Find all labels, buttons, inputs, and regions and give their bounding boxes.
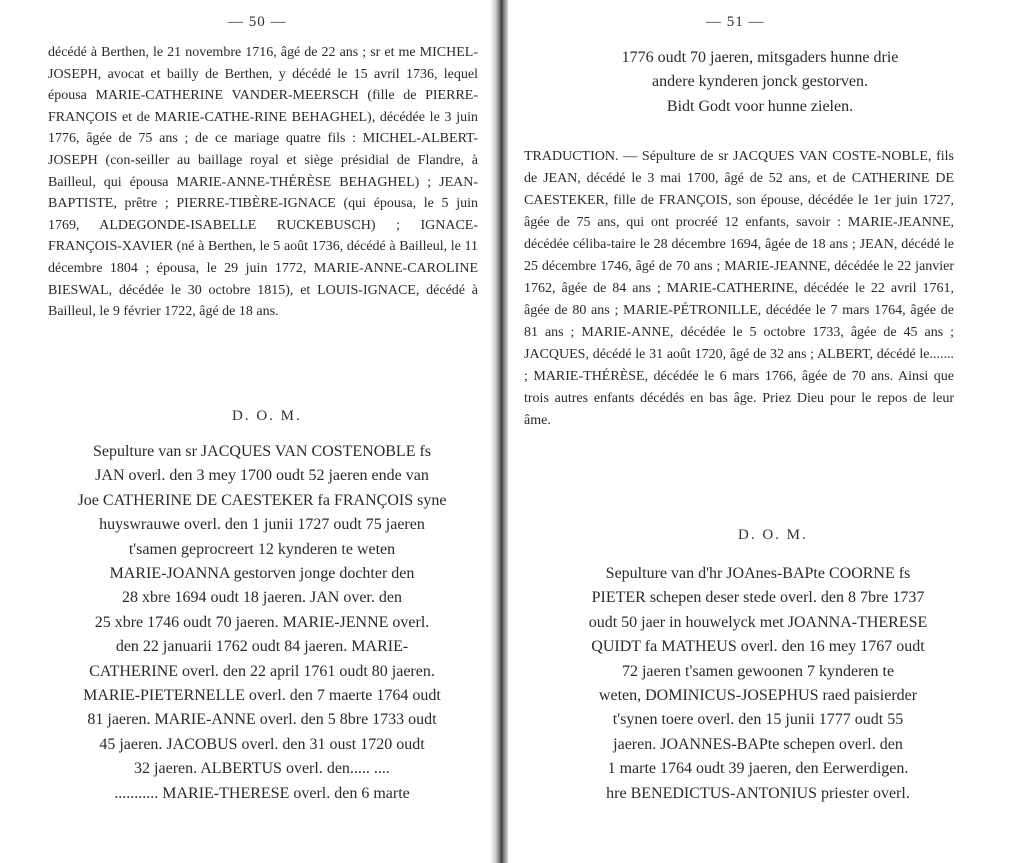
epitaph-line: MARIE-PIETERNELLE overl. den 7 maerte 1764 oudt [83, 687, 441, 705]
right-page [508, 0, 1024, 863]
epitaph-line: Bidt Godt voor hunne zielen. [666, 97, 854, 115]
epitaph-line: 1 marte 1764 oudt 39 jaeren, den Eerwerdigen. [607, 760, 909, 778]
epitaph-line: t'samen geprocreert 12 kynderen te weten [128, 540, 396, 558]
epitaph-line: 32 jaeren. ALBERTUS overl. den..... .... [134, 760, 390, 778]
epitaph-line: MARIE-JOANNA gestorven jonge dochter den [109, 565, 415, 583]
epitaph-line: 45 jaeren. JACOBUS overl. den 31 oust 1720 oudt [99, 735, 425, 753]
epitaph-line: oudt 50 jaer in houwelyck met JOANNA-THERESE [588, 613, 928, 631]
epitaph-line: den 22 januarii 1762 oudt 84 jaeren. MARIE- [115, 638, 409, 656]
epitaph-costenoble [42, 440, 482, 806]
epitaph-line: Joe CATHERINE DE CAESTEKER fa FRANÇOIS syne [77, 491, 447, 509]
epitaph-line: t'synen toere overl. den 15 junii 1777 oudt 55 [612, 711, 904, 729]
epitaph-line: huyswrauwe overl. den 1 junii 1727 oudt 75 jaeren [99, 516, 425, 534]
translation-paragraph: TRADUCTION. — Sépulture de sr JACQUES VAN COSTE-NOBLE, fils de JEAN, décédé le 3 mai 1700, âgé de 52 ans, et de CATHERINE DE CAESTEKER, fille de FRANÇOIS, son épouse, décédée le 1er juin 1727, âgée de 75 ans, qui ont procréé 12 enfants, savoir : MARIE-JEANNE, décédée céliba-taire le 28 décembre 1694, âgée de 18 ans ; JEAN, décédé le 25 décembre 1746, âgé de 70 ans ; MARIE-JEANNE, décédée le 22 janvier 1762, âgée de 84 ans ; MARIE-CATHERINE, décédée le 22 avril 1761, âgée de 80 ans ; MARIE-PÉTRONILLE, décédée le 7 mars 1764, âgée de 81 ans ; MARIE-ANNE, décédée le 5 octobre 1733, âgée de 45 ans ; JACQUES, décédé le 31 août 1720, âgé de 32 ans ; ALBERT, décédé le....... ; MARIE-THÉRÈSE, décédée le 6 mars 1766, âgée de 70 ans. Ainsi que trois autres enfants décédés en bas âge. Priez Dieu pour le repos de leur âme. [524, 149, 954, 428]
genealogy-paragraph: décédé à Berthen, le 21 novembre 1716, âgé de 22 ans ; sr et me MICHEL-JOSEPH, avocat et bailly de Berthen, y décédé le 15 avril 1736, lequel épousa MARIE-CATHERINE VANDER-MEERSCH (fille de PIERRE-FRANÇOIS et de MARIE-CATHE-RINE BEHAGHEL), décédée le 3 juin 1776, âgée de 75 ans ; de ce mariage quatre fils : MICHEL-ALBERT-JOSEPH (con-seiller au baillage royal et siège présidial de Flandre, à Bailleul, qui épousa MARIE-ANNE-THÉRÈSE BEHAGHEL) ; JEAN-BAPTISTE, prêtre ; PIERRE-TIBÈRE-IGNACE (qui épousa, le 5 juin 1769, ALDEGONDE-ISABELLE RUCKEBUSCH) ; IGNACE-FRANÇOIS-XAVIER (né à Berthen, le 5 août 1736, décédé à Bailleul, le 11 décembre 1804 ; épousa, le 29 juin 1772, MARIE-ANNE-CAROLINE BIESWAL, décédée le 30 octobre 1815), et LOUIS-IGNACE, décédé à Bailleul, le 9 février 1722, âgé de 18 ans. [48, 45, 478, 320]
epitaph-line: ........... MARIE-THERESE overl. den 6 marte [114, 784, 410, 802]
epitaph-line: 72 jaeren t'samen gewoonen 7 kynderen te [621, 662, 895, 680]
epitaph-line: jaeren. JOANNES-BAPte schepen overl. den [613, 735, 903, 753]
dom-heading-right: D. O. M. [738, 527, 808, 543]
epitaph-continuation [550, 46, 970, 119]
epitaph-line: Sepulture van sr JACQUES VAN COSTENOBLE fs [92, 443, 432, 460]
epitaph-coorne [508, 562, 1008, 806]
epitaph-line: PIETER schepen deser stede overl. den 8 7bre 1737 [591, 589, 925, 607]
epitaph-line: 81 jaeren. MARIE-ANNE overl. den 5 8bre 1733 oudt [87, 711, 437, 729]
epitaph-line: 1776 oudt 70 jaeren, mitsgaders hunne drie [621, 49, 899, 66]
epitaph-line: 25 xbre 1746 oudt 70 jaeren. MARIE-JENNE overl. [94, 613, 430, 631]
page-number-left: — 50 — [228, 14, 287, 30]
epitaph-line: andere kynderen jonck gestorven. [652, 73, 868, 91]
epitaph-line: QUIDT fa MATHEUS overl. den 16 mey 1767 oudt [591, 638, 925, 656]
epitaph-line: CATHERINE overl. den 22 april 1761 oudt 80 jaeren. [89, 662, 435, 680]
epitaph-line: 28 xbre 1694 oudt 18 jaeren. JAN over. den [122, 589, 402, 607]
epitaph-line: JAN overl. den 3 mey 1700 oudt 52 jaeren ende van [95, 467, 429, 485]
epitaph-line: hre BENEDICTUS-ANTONIUS priester overl. [606, 784, 910, 802]
dom-heading-left: D. O. M. [232, 408, 302, 424]
epitaph-line: Sepulture van d'hr JOAnes-BAPte COORNE fs [605, 565, 911, 582]
epitaph-line: weten, DOMINICUS-JOSEPHUS raed paisierder [598, 687, 918, 705]
page-number-right: — 51 — [706, 14, 765, 30]
left-page [0, 0, 496, 863]
